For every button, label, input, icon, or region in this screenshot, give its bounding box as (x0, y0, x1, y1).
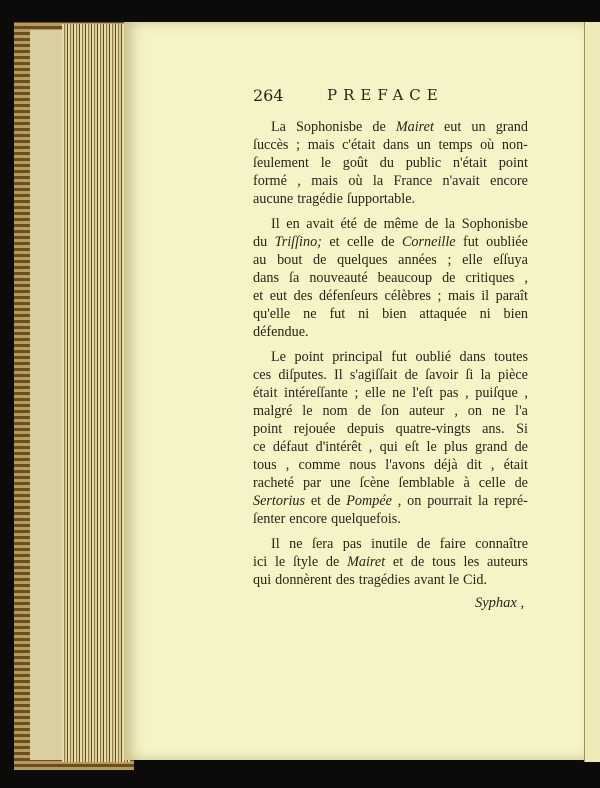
word: Il (334, 367, 343, 383)
word: dans (253, 270, 280, 286)
word: tous (432, 554, 456, 570)
word: eut (444, 119, 462, 135)
word: public (405, 155, 442, 171)
word: diſputes. (278, 367, 327, 383)
page-header (253, 86, 528, 108)
word: La (271, 119, 286, 135)
word: de (372, 119, 386, 135)
word: Si (516, 421, 528, 437)
text-line (253, 366, 528, 384)
word: les (463, 554, 480, 570)
word: Il (271, 536, 280, 552)
body-text (253, 118, 528, 596)
word: de (404, 367, 418, 383)
word: de (312, 252, 327, 268)
word: fut (329, 306, 346, 322)
word: de (416, 536, 431, 552)
word: donnèrent (275, 572, 332, 588)
text-line (253, 384, 528, 402)
word: ne (289, 536, 303, 552)
word: la (372, 173, 384, 189)
word: ni (479, 306, 491, 322)
word: , (368, 439, 373, 455)
running-title: PREFACE (327, 86, 444, 104)
word: paraît (495, 288, 528, 304)
word: celle (346, 234, 374, 250)
text-line (253, 474, 528, 492)
paragraph (253, 118, 528, 208)
text-line (253, 287, 528, 305)
word: s'agiſſait (349, 367, 398, 383)
word: ne (392, 385, 406, 401)
word: oubliée (486, 234, 528, 250)
text-line (253, 553, 528, 571)
word: racheté (253, 475, 294, 491)
word: encore (289, 511, 328, 527)
text-line (253, 571, 528, 589)
word: et (329, 234, 340, 250)
italic-word: Pompée (346, 493, 392, 509)
word: ; (354, 385, 359, 401)
word: tragédies (358, 572, 411, 588)
word: repré- (494, 493, 528, 509)
word: un (416, 137, 431, 153)
word: grand (495, 119, 528, 135)
word: on (407, 493, 422, 509)
word: encore (490, 173, 528, 189)
word: une (330, 475, 351, 491)
text-line (253, 136, 528, 154)
text-line (253, 190, 528, 208)
word: mais (307, 137, 335, 153)
word: point (498, 155, 528, 171)
word: on (467, 403, 482, 419)
text-line (253, 305, 528, 323)
word: le (320, 155, 331, 171)
word: des (293, 288, 313, 304)
word: ſa (289, 270, 300, 286)
word: non- (501, 137, 528, 153)
catchword: Syphax , (475, 595, 525, 611)
word: Sophonisbe (461, 216, 528, 232)
word: le (274, 554, 286, 570)
paragraph (253, 215, 528, 341)
word: défendue. (253, 324, 309, 340)
word: de (326, 493, 341, 509)
word: de (514, 475, 528, 491)
word: d'intérêt (315, 439, 362, 455)
word: avait (306, 216, 334, 232)
word: était (253, 385, 278, 401)
word: depuis (347, 421, 385, 437)
word: et (310, 493, 322, 509)
word: de (424, 216, 439, 232)
word: beaucoup (377, 270, 433, 286)
word: ſuccès (253, 137, 289, 153)
word: , (490, 457, 495, 473)
word: goût (342, 155, 368, 171)
word: ne (303, 306, 317, 322)
word: même (383, 216, 419, 232)
text-line (253, 402, 528, 420)
word: nouveauté (309, 270, 368, 286)
word: puiſque (475, 385, 518, 401)
word: bien (382, 306, 407, 322)
word: c'était (342, 137, 376, 153)
word: tragédie (297, 191, 343, 207)
word: en (286, 216, 300, 232)
word: , (285, 457, 290, 473)
word: le (448, 572, 459, 588)
word: l'eſt (412, 385, 433, 401)
word: nom (322, 403, 348, 419)
word: Il (271, 216, 280, 232)
paragraph (253, 535, 528, 589)
text-line (253, 269, 528, 287)
word: Sophonisbe (296, 119, 363, 135)
word: le (426, 439, 437, 455)
word: , (524, 270, 528, 286)
word: où (348, 173, 363, 189)
word: ſenter (253, 511, 286, 527)
word: France (393, 173, 433, 189)
word: l'a (515, 403, 528, 419)
word: ſupportable. (346, 191, 416, 207)
word: qui (379, 439, 398, 455)
word: n'avait (442, 173, 480, 189)
word: pourrait (427, 493, 473, 509)
word: mais (311, 173, 338, 189)
word: ; (296, 137, 301, 153)
word: celle (478, 475, 506, 491)
text-line (253, 420, 528, 438)
word: et (253, 288, 264, 304)
word: la (477, 493, 489, 509)
word: intéreſſante (284, 385, 348, 401)
word: à (463, 475, 470, 491)
text-line (253, 456, 528, 474)
word: de (357, 403, 371, 419)
word: , (454, 403, 458, 419)
text-line (253, 154, 528, 172)
word: quelques (337, 252, 388, 268)
word: où (480, 137, 495, 153)
word: plus (444, 439, 468, 455)
page-edges (62, 24, 130, 762)
word: par (302, 475, 322, 491)
word: , (297, 173, 301, 189)
word: de (381, 234, 395, 250)
word: de (442, 270, 456, 286)
text-line (253, 535, 528, 553)
word: principal (332, 349, 383, 365)
word: critiques (465, 270, 515, 286)
word: le (302, 403, 313, 419)
word: fut (391, 349, 407, 365)
word: ſi (465, 367, 474, 383)
word: défenſeurs (318, 288, 379, 304)
word: ſavoir (425, 367, 459, 383)
text-line (253, 118, 528, 136)
word: eut (269, 288, 288, 304)
word: pas (342, 536, 362, 552)
word: déjà (434, 457, 458, 473)
word: tous (253, 457, 277, 473)
word: malgré (253, 403, 293, 419)
italic-word: Mairet (347, 554, 386, 570)
word: temps (438, 137, 473, 153)
word: ans. (482, 421, 505, 437)
word: ſtyle (292, 554, 319, 570)
word: de (363, 216, 377, 232)
word: toutes (494, 349, 528, 365)
text-line (253, 172, 528, 190)
word: eſt (405, 439, 420, 455)
word: la (444, 216, 456, 232)
italic-word: Sertorius (253, 493, 306, 509)
word: pas (439, 385, 459, 401)
word: mais (447, 288, 475, 304)
word: elle (365, 385, 386, 401)
word: quatre-vingts (395, 421, 471, 437)
word: ſon (380, 403, 400, 419)
word: ; (437, 288, 442, 304)
word: , (524, 385, 528, 401)
word: auteurs (486, 554, 528, 570)
word: avant (414, 572, 445, 588)
word: nous (349, 457, 377, 473)
word: célèbres (384, 288, 432, 304)
word: ici (253, 554, 268, 570)
word: n'était (452, 155, 487, 171)
word: ; (447, 252, 452, 268)
word: de (514, 439, 528, 455)
word: ni (358, 306, 370, 322)
word: du (379, 155, 394, 171)
text-line (253, 251, 528, 269)
word: rejouée (293, 421, 336, 437)
italic-word: Mairet (395, 119, 434, 135)
word: ſemblable (398, 475, 455, 491)
word: dans (459, 349, 486, 365)
word: qui (253, 572, 272, 588)
italic-word: Triſſino; (274, 234, 322, 250)
word: oublié (415, 349, 451, 365)
text-line (253, 233, 528, 251)
word: ne (491, 403, 506, 419)
word: du (253, 234, 268, 250)
word: ce (253, 439, 266, 455)
word: ces (253, 367, 272, 383)
text-line (253, 510, 528, 528)
text-line (253, 438, 528, 456)
text-line (253, 492, 528, 510)
text-line (253, 323, 528, 341)
word: fut (462, 234, 479, 250)
word: point (294, 349, 324, 365)
word: connaître (475, 536, 528, 552)
word: au (253, 252, 267, 268)
word: ſeulement (253, 155, 309, 171)
word: inutile (371, 536, 408, 552)
word: ſcène (359, 475, 390, 491)
word: attaquée (419, 306, 467, 322)
word: il (481, 288, 490, 304)
word: et (392, 554, 404, 570)
word: était (503, 457, 528, 473)
word: des (335, 572, 355, 588)
text-line (253, 215, 528, 233)
word: Cid. (463, 572, 488, 588)
word: qu'elle (253, 306, 291, 322)
word: auteur (408, 403, 445, 419)
word: aucune (253, 191, 294, 207)
word: dans (383, 137, 410, 153)
italic-word: Corneille (401, 234, 456, 250)
word: comme (298, 457, 341, 473)
paragraph (253, 348, 528, 528)
word: bout (277, 252, 303, 268)
word: , (465, 385, 469, 401)
word: l'avons (385, 457, 425, 473)
word: défaut (272, 439, 309, 455)
word: la (480, 367, 491, 383)
word: pièce (498, 367, 528, 383)
text-line (253, 348, 528, 366)
word: années (398, 252, 437, 268)
word: point (253, 421, 283, 437)
word: de (410, 554, 425, 570)
word: grand (474, 439, 508, 455)
word: eſſuya (493, 252, 528, 268)
next-page-edge (584, 22, 600, 762)
word: de (325, 554, 340, 570)
word: elle (462, 252, 483, 268)
word: ſera (312, 536, 334, 552)
word: quelquefois. (331, 511, 401, 527)
word: été (340, 216, 357, 232)
word: dit (466, 457, 482, 473)
page-number: 264 (253, 86, 284, 105)
word: bien (503, 306, 528, 322)
word: , (397, 493, 402, 509)
word: faire (439, 536, 466, 552)
word: formé (253, 173, 287, 189)
word: un (471, 119, 486, 135)
word: Le (271, 349, 286, 365)
